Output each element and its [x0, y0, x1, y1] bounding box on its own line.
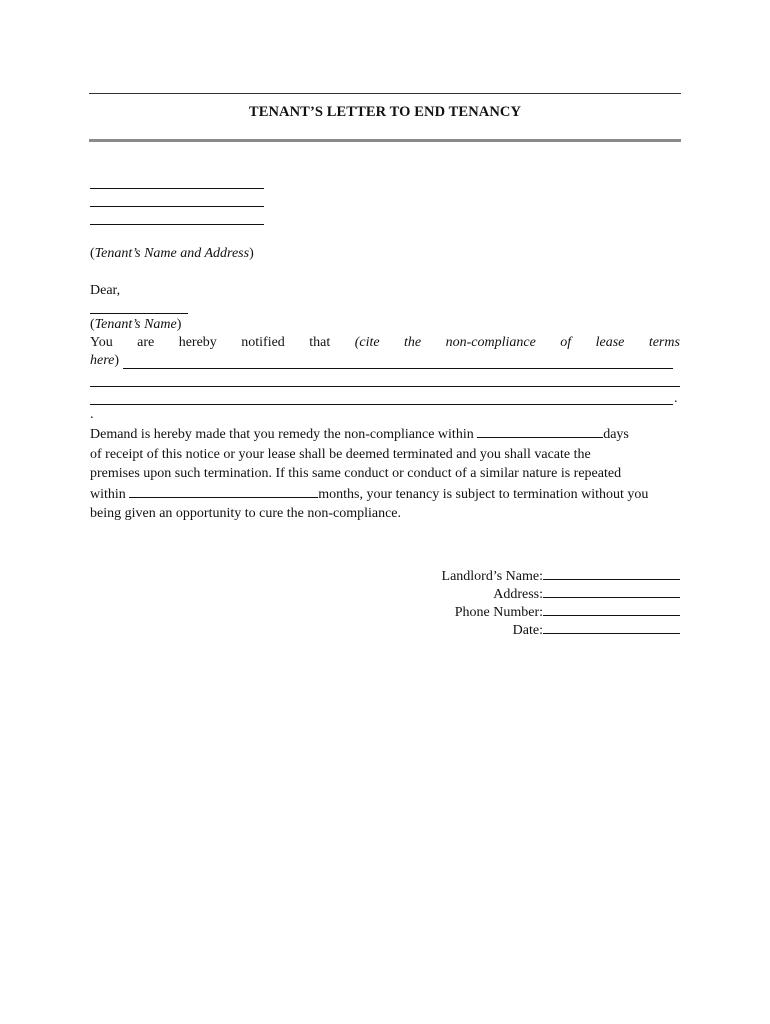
demand-line-5: being given an opportunity to cure the non-compliance.	[90, 506, 402, 521]
address-blank[interactable]	[543, 584, 680, 598]
days-blank[interactable]	[477, 424, 603, 438]
notice-word: non-compliance	[445, 335, 536, 350]
notice-word: are	[137, 335, 155, 350]
notice-line	[90, 334, 680, 352]
address-row: Address:	[493, 584, 680, 604]
notice-word: of	[560, 335, 572, 350]
landlord-name-row: Landlord’s Name:	[442, 566, 680, 586]
tenant-name-line[interactable]	[90, 313, 188, 314]
notice-word: hereby	[178, 335, 217, 350]
demand-paragraph	[90, 424, 682, 524]
tenant-address-line-1[interactable]	[90, 188, 264, 189]
demand-line-2: of receipt of this notice or your lease shall be deemed terminated and you shall vacate the	[90, 446, 591, 462]
notice-word: notified	[241, 335, 285, 350]
demand-line-3: premises upon such termination. If this same conduct or conduct of a similar nature is repeated	[90, 466, 622, 481]
phone-number-blank[interactable]	[543, 602, 680, 616]
tenant-name-address-caption: (Tenant’s Name and Address)	[90, 246, 254, 261]
demand-line-1: Demand is hereby made that you remedy the non-compliance within days	[90, 424, 682, 445]
months-blank[interactable]	[129, 484, 318, 498]
tenant-address-line-2[interactable]	[90, 206, 264, 207]
header-top-rule	[89, 93, 681, 94]
date-blank[interactable]	[543, 620, 680, 634]
landlord-name-blank[interactable]	[543, 566, 680, 580]
lease-terms-line-1[interactable]	[123, 368, 673, 369]
header-bottom-rule	[89, 139, 681, 142]
notice-word: You	[90, 335, 113, 350]
tenant-name-caption: (Tenant’s Name)	[90, 317, 182, 332]
lease-terms-line-3[interactable]	[90, 404, 673, 405]
lease-terms-line-2[interactable]	[90, 386, 680, 387]
demand-line-4: within months, your tenancy is subject to termination without you	[90, 484, 682, 505]
phone-number-row: Phone Number:	[455, 602, 680, 622]
notice-word: (cite	[354, 335, 380, 350]
notice-word: terms	[648, 335, 680, 350]
tenant-address-line-3[interactable]	[90, 224, 264, 225]
document-title: TENANT’S LETTER TO END TENANCY	[248, 104, 522, 120]
notice-word: lease	[595, 335, 625, 350]
notice-here-text: here)	[90, 353, 120, 368]
date-row: Date:	[513, 620, 680, 640]
stray-period: .	[90, 407, 94, 422]
notice-word: that	[309, 335, 331, 350]
salutation: Dear,	[90, 283, 121, 298]
lease-terms-end-period: .	[674, 391, 678, 406]
notice-word: the	[404, 335, 422, 350]
